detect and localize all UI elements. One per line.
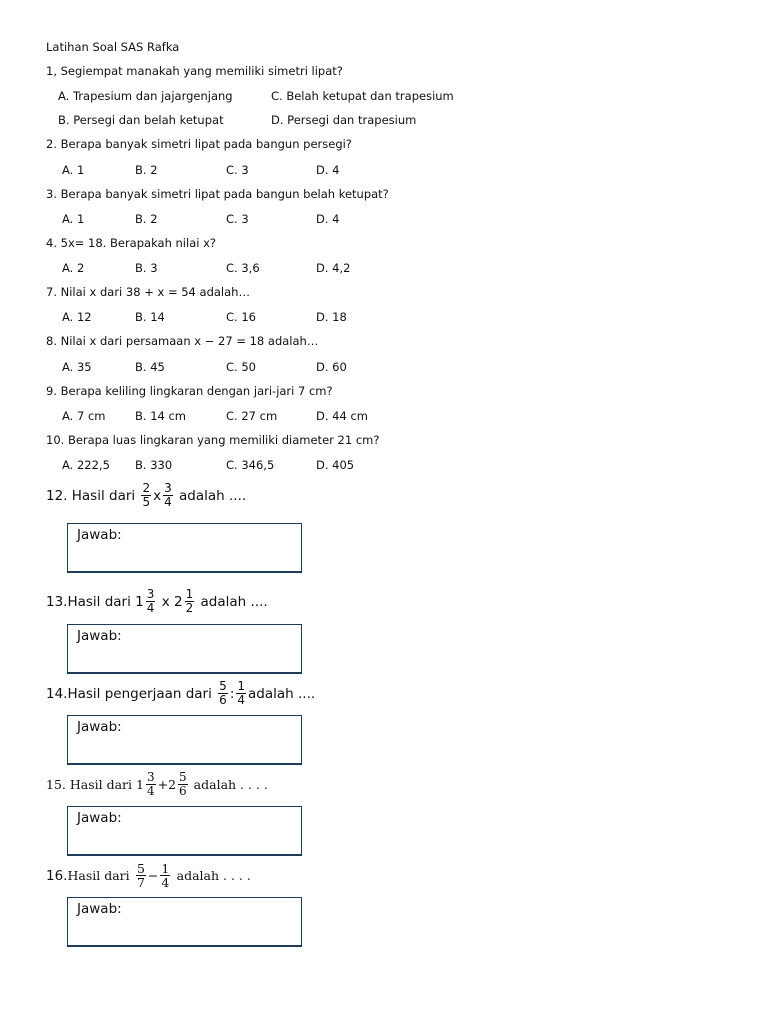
answer-box-16[interactable] — [67, 897, 302, 947]
q2-option-a: A. 1 — [62, 163, 85, 177]
q14-f1-denominator: 6 — [219, 693, 227, 707]
q16-operator: − — [147, 868, 159, 883]
question-15 — [46, 771, 268, 798]
q14-f2-numerator: 1 — [237, 679, 246, 693]
q15-operator: +2 — [157, 777, 177, 792]
q14-fraction-2 — [236, 680, 246, 707]
q7-option-c: C. 16 — [226, 310, 256, 324]
question-16 — [46, 862, 251, 889]
q4-option-b: B. 3 — [135, 261, 158, 275]
q13-f1-numerator: 3 — [146, 587, 155, 601]
answer-label: Jawab: — [77, 719, 122, 735]
q10-option-a: A. 222,5 — [62, 458, 110, 472]
question-9: 9. Berapa keliling lingkaran dengan jari-jari 7 cm? — [46, 384, 333, 398]
q1-option-a: A. Trapesium dan jajargenjang — [58, 89, 233, 103]
q10-option-d: D. 405 — [316, 458, 355, 472]
answer-label: Jawab: — [77, 810, 122, 826]
q13-fraction-1 — [146, 588, 156, 615]
q15-f1-denominator: 4 — [146, 784, 155, 798]
q7-option-d: D. 18 — [316, 310, 347, 324]
q16-f1-denominator: 7 — [136, 875, 145, 890]
q14-prefix: 14.Hasil pengerjaan dari — [46, 685, 212, 702]
q15-suffix: adalah . . . . — [193, 777, 268, 792]
answer-box-14[interactable] — [67, 715, 302, 765]
q15-f1-numerator: 3 — [146, 770, 155, 784]
q13-fraction-2 — [185, 588, 195, 615]
answer-box-12[interactable] — [67, 523, 302, 573]
q1-option-c: C. Belah ketupat dan trapesium — [271, 89, 454, 103]
q16-f1-numerator: 5 — [136, 861, 145, 876]
q13-whole-1: 1 — [135, 593, 144, 610]
q15-fraction-1 — [146, 771, 156, 798]
q12-operator: x — [153, 487, 162, 504]
q8-option-b: B. 45 — [135, 360, 165, 374]
q13-f1-denominator: 4 — [146, 601, 155, 615]
q15-f2-numerator: 5 — [179, 770, 187, 784]
question-7: 7. Nilai x dari 38 + x = 54 adalah… — [46, 285, 250, 299]
q16-fraction-2 — [160, 862, 170, 889]
q16-number: 16. — [46, 867, 68, 884]
q2-option-c: C. 3 — [226, 163, 249, 177]
q8-option-c: C. 50 — [226, 360, 256, 374]
q15-f2-denominator: 6 — [179, 784, 187, 798]
question-10: 10. Berapa luas lingkaran yang memiliki diameter 21 cm? — [46, 433, 380, 447]
worksheet-title: Latihan Soal SAS Rafka — [46, 40, 180, 54]
q12-f1-denominator: 5 — [142, 495, 151, 509]
q12-fraction-2 — [163, 482, 173, 509]
q10-option-b: B. 330 — [135, 458, 173, 472]
q9-option-b: B. 14 cm — [135, 409, 187, 423]
q14-suffix: adalah .... — [248, 685, 316, 702]
q9-option-a: A. 7 cm — [62, 409, 106, 423]
q10-option-c: C. 346,5 — [226, 458, 275, 472]
q12-suffix: adalah .... — [179, 487, 247, 504]
q8-option-a: A. 35 — [62, 360, 92, 374]
q4-option-a: A. 2 — [62, 261, 85, 275]
q9-option-d: D. 44 cm — [316, 409, 368, 423]
q13-f2-denominator: 2 — [185, 601, 194, 615]
q14-f2-denominator: 4 — [237, 693, 246, 707]
q14-f1-numerator: 5 — [219, 679, 227, 693]
answer-box-13[interactable] — [67, 624, 302, 674]
q4-option-c: C. 3,6 — [226, 261, 260, 275]
q12-f2-denominator: 4 — [164, 495, 172, 509]
q14-fraction-1 — [218, 680, 228, 707]
question-14 — [46, 680, 315, 707]
answer-label: Jawab: — [77, 901, 122, 917]
q13-suffix: adalah .... — [200, 593, 268, 610]
q9-option-c: C. 27 cm — [226, 409, 278, 423]
q15-whole-1: 1 — [136, 777, 144, 792]
q16-prefix: Hasil dari — [67, 868, 130, 883]
q7-option-b: B. 14 — [135, 310, 165, 324]
question-1: 1, Segiempat manakah yang memiliki simetri lipat? — [46, 64, 343, 78]
q13-f2-numerator: 1 — [185, 587, 194, 601]
q1-option-b: B. Persegi dan belah ketupat — [58, 113, 224, 127]
q8-option-d: D. 60 — [316, 360, 347, 374]
q3-option-b: B. 2 — [135, 212, 158, 226]
q2-option-d: D. 4 — [316, 163, 340, 177]
answer-box-15[interactable] — [67, 806, 302, 856]
q13-prefix: 13.Hasil dari — [46, 593, 131, 610]
q1-option-d: D. Persegi dan trapesium — [271, 113, 417, 127]
q15-fraction-2 — [178, 771, 188, 798]
q12-f2-numerator: 3 — [164, 481, 172, 495]
answer-label: Jawab: — [77, 527, 122, 543]
q2-option-b: B. 2 — [135, 163, 158, 177]
q4-option-d: D. 4,2 — [316, 261, 351, 275]
q3-option-d: D. 4 — [316, 212, 340, 226]
question-3: 3. Berapa banyak simetri lipat pada bangun belah ketupat? — [46, 187, 389, 201]
q16-suffix: adalah . . . . — [176, 868, 251, 883]
q13-operator: x 2 — [161, 593, 183, 610]
q16-f2-denominator: 4 — [161, 875, 170, 890]
q3-option-c: C. 3 — [226, 212, 249, 226]
question-2: 2. Berapa banyak simetri lipat pada bangun persegi? — [46, 137, 352, 151]
answer-label: Jawab: — [77, 628, 122, 644]
q12-f1-numerator: 2 — [142, 481, 151, 495]
question-4: 4. 5x= 18. Berapakah nilai x? — [46, 236, 217, 250]
q7-option-a: A. 12 — [62, 310, 92, 324]
q15-prefix: 15. Hasil dari — [46, 777, 133, 792]
q12-fraction-1 — [141, 482, 151, 509]
question-12 — [46, 482, 246, 509]
q3-option-a: A. 1 — [62, 212, 85, 226]
q12-prefix: 12. Hasil dari — [46, 487, 136, 504]
question-8: 8. Nilai x dari persamaan x − 27 = 18 adalah… — [46, 334, 319, 348]
q14-operator: : — [229, 685, 235, 702]
q16-fraction-1 — [136, 862, 146, 889]
question-13 — [46, 588, 268, 615]
q16-f2-numerator: 1 — [161, 861, 170, 876]
